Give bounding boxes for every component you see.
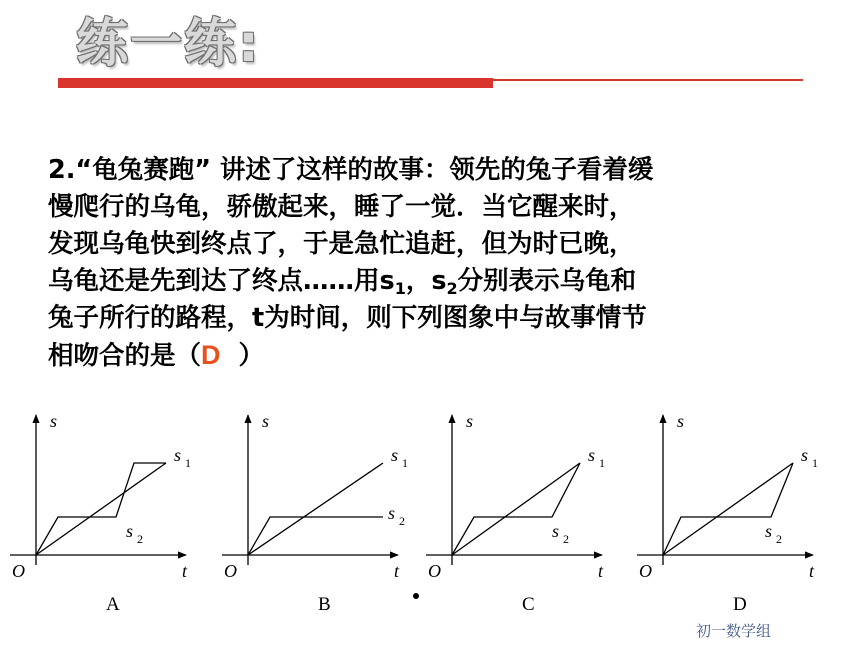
x-axis-label: t <box>394 561 400 581</box>
answer-letter: D <box>201 340 221 370</box>
s1-label: s <box>391 445 399 465</box>
q6-part-a: 相吻合的是（ <box>48 341 202 371</box>
graph-caption: B <box>318 594 331 615</box>
s1-label: s <box>174 445 182 465</box>
s1-line <box>248 463 383 555</box>
x-axis-label: t <box>809 561 815 581</box>
graph-caption: A <box>106 594 120 615</box>
title-underline-thin <box>493 79 803 81</box>
graph-caption: C <box>522 594 535 615</box>
s1-subscript: 1 <box>185 456 191 470</box>
s1-label: s <box>588 445 596 465</box>
q6-part-b: ） <box>238 341 265 371</box>
question-text <box>48 152 838 375</box>
graph-D <box>637 411 818 615</box>
q4-part-b: ，s <box>405 266 447 296</box>
title-underline-thick <box>58 78 493 88</box>
s2-line <box>248 517 383 555</box>
question-line-6 <box>48 337 838 375</box>
s2-label: s <box>388 503 396 523</box>
graph-caption: D <box>733 594 747 615</box>
slide-title: 练一练: <box>76 14 261 74</box>
s1-subscript: 1 <box>812 456 818 470</box>
y-axis-label: s <box>677 411 685 431</box>
s1-subscript: 1 <box>402 456 408 470</box>
origin-label: O <box>12 561 25 581</box>
question-line-1: 2.“龟兔赛跑” 讲述了这样的故事：领先的兔子看着缓 <box>48 155 654 185</box>
origin-label: O <box>428 561 441 581</box>
s2-subscript: 2 <box>563 532 569 546</box>
s1-label: s <box>801 445 809 465</box>
q4-part-c: 分别表示乌龟和 <box>457 266 637 296</box>
x-axis-label: t <box>182 561 188 581</box>
s1-subscript: 1 <box>599 456 605 470</box>
s1-line <box>663 463 793 555</box>
s2-subscript: 2 <box>776 532 782 546</box>
s2-label: s <box>765 521 773 541</box>
s2-subscript: 2 <box>399 514 405 528</box>
s2-label: s <box>552 521 560 541</box>
graphs-area <box>0 405 860 635</box>
y-axis-label: s <box>50 411 58 431</box>
question-line-3: 发现乌龟快到终点了，于是急忙追赶，但为时已晚， <box>48 229 635 259</box>
graph-A <box>10 411 191 615</box>
stray-dot <box>413 593 419 599</box>
q4-sub-2: 2 <box>446 279 458 298</box>
y-axis-label: s <box>262 411 270 431</box>
y-axis-label: s <box>466 411 474 431</box>
s2-subscript: 2 <box>137 532 143 546</box>
origin-label: O <box>224 561 237 581</box>
x-axis-label: t <box>598 561 604 581</box>
graph-C <box>426 411 605 615</box>
question-line-5: 兔子所行的路程，t为时间，则下列图象中与故事情节 <box>48 303 647 333</box>
q4-part-a: 乌龟还是先到达了终点……用s <box>48 266 395 296</box>
s1-line <box>452 463 580 555</box>
footer-label: 初一数学组 <box>696 622 772 640</box>
graph-B <box>222 411 408 615</box>
q4-sub-1: 1 <box>394 279 406 298</box>
s1-line <box>36 463 166 555</box>
question-line-4 <box>48 263 838 300</box>
graphs-root <box>10 411 818 615</box>
question-line-2: 慢爬行的乌龟，骄傲起来，睡了一觉．当它醒来时， <box>48 192 635 222</box>
origin-label: O <box>639 561 652 581</box>
s2-label: s <box>126 521 134 541</box>
